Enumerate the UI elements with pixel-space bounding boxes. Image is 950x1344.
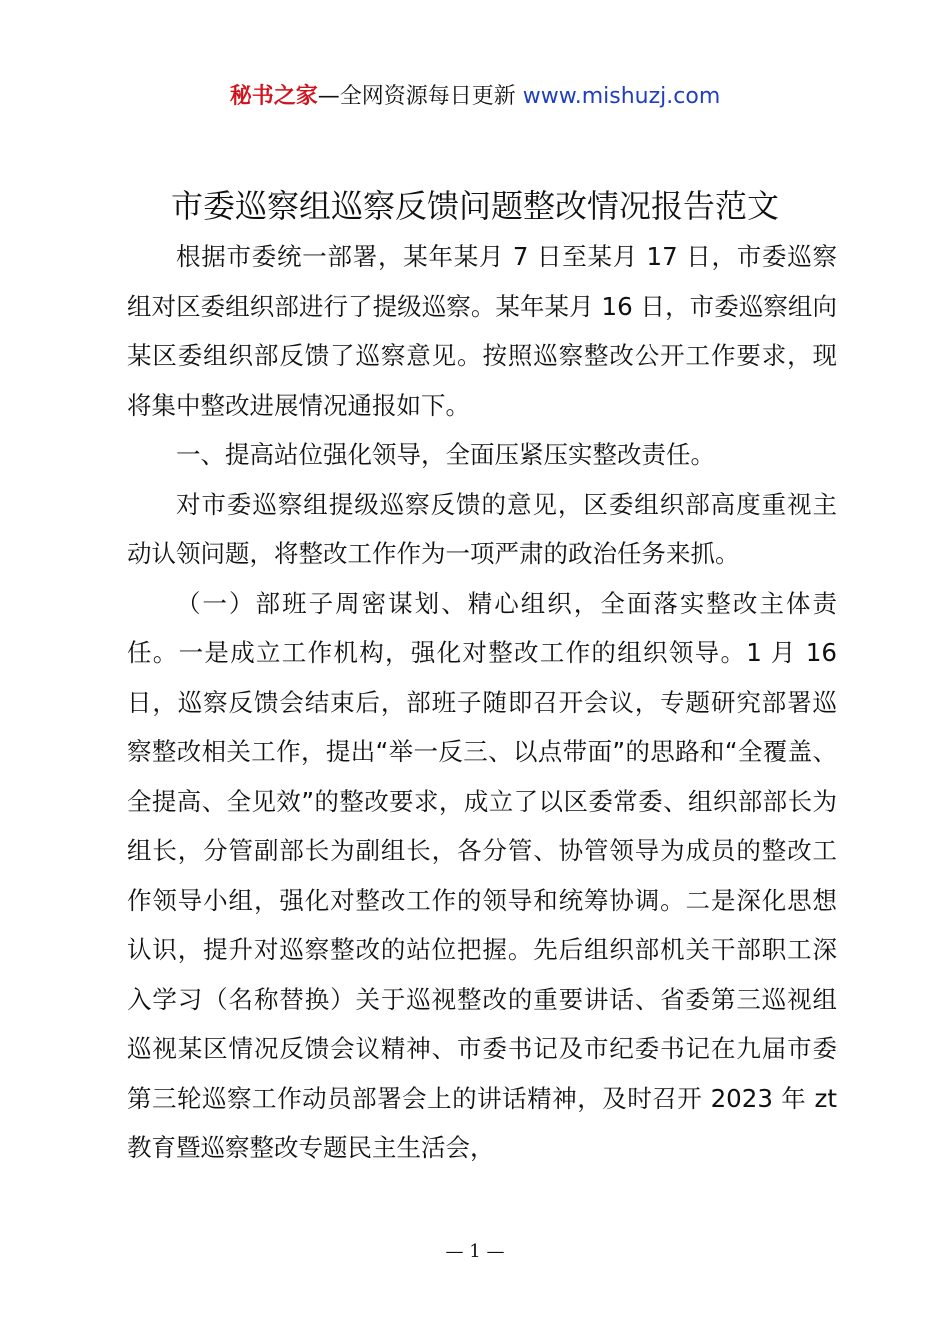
document-title: 市委巡察组巡察反馈问题整改情况报告范文 [170, 187, 779, 225]
site-header [0, 82, 950, 112]
paragraph-subsection-1: （一）部班子周密谋划、精心组织，全面落实整改主体责任。一是成立工作机构，强化对整改工作的组织领导。1 月 16 日，巡察反馈会结束后，部班子随即召开会议，专题研究部署巡察整改相关工作，提出“举一反三、以点带面”的思路和“全覆盖、全提高、全见效”的整改要求，成立了以区委常委、组织部部长为组长，分管副部长为副组长，各分管、协管领导为成员的整改工作领导小组，强化对整改工作的领导和统筹协调。二是深化思想认识，提升对巡察整改的站位把握。先后组织部机关干部职工深入学习（名称替换）关于巡视整改的重要讲话、省委第三巡视组巡视某区情况反馈会议精神、市委书记及市纪委书记在九届市委第三轮巡察工作动员部署会上的讲话精神，及时召开 2023 年 zt 教育暨巡察整改专题民主生活会， [127, 588, 837, 1162]
document-body [127, 232, 837, 1173]
paragraph-intro: 根据市委统一部署，某年某月 7 日至某月 17 日，市委巡察组对区委组织部进行了提级巡察。某年某月 16 日，市委巡察组向某区委组织部反馈了巡察意见。按照巡察整改公开工作要求，现将集中整改进展情况通报如下。 [127, 242, 837, 420]
site-slogan: —全网资源每日更新 [317, 84, 516, 109]
site-brand: 秘书之家 [229, 84, 318, 109]
page-number: — 1 — [445, 1241, 505, 1262]
paragraph-section-1-summary: 对市委巡察组提级巡察反馈的意见，区委组织部高度重视主动认领问题，将整改工作作为一项严肃的政治任务来抓。 [127, 489, 837, 568]
site-url-link[interactable]: www.mishuzj.com [522, 84, 721, 109]
section-heading-1: 一、提高站位强化领导，全面压紧压实整改责任。 [176, 440, 715, 469]
